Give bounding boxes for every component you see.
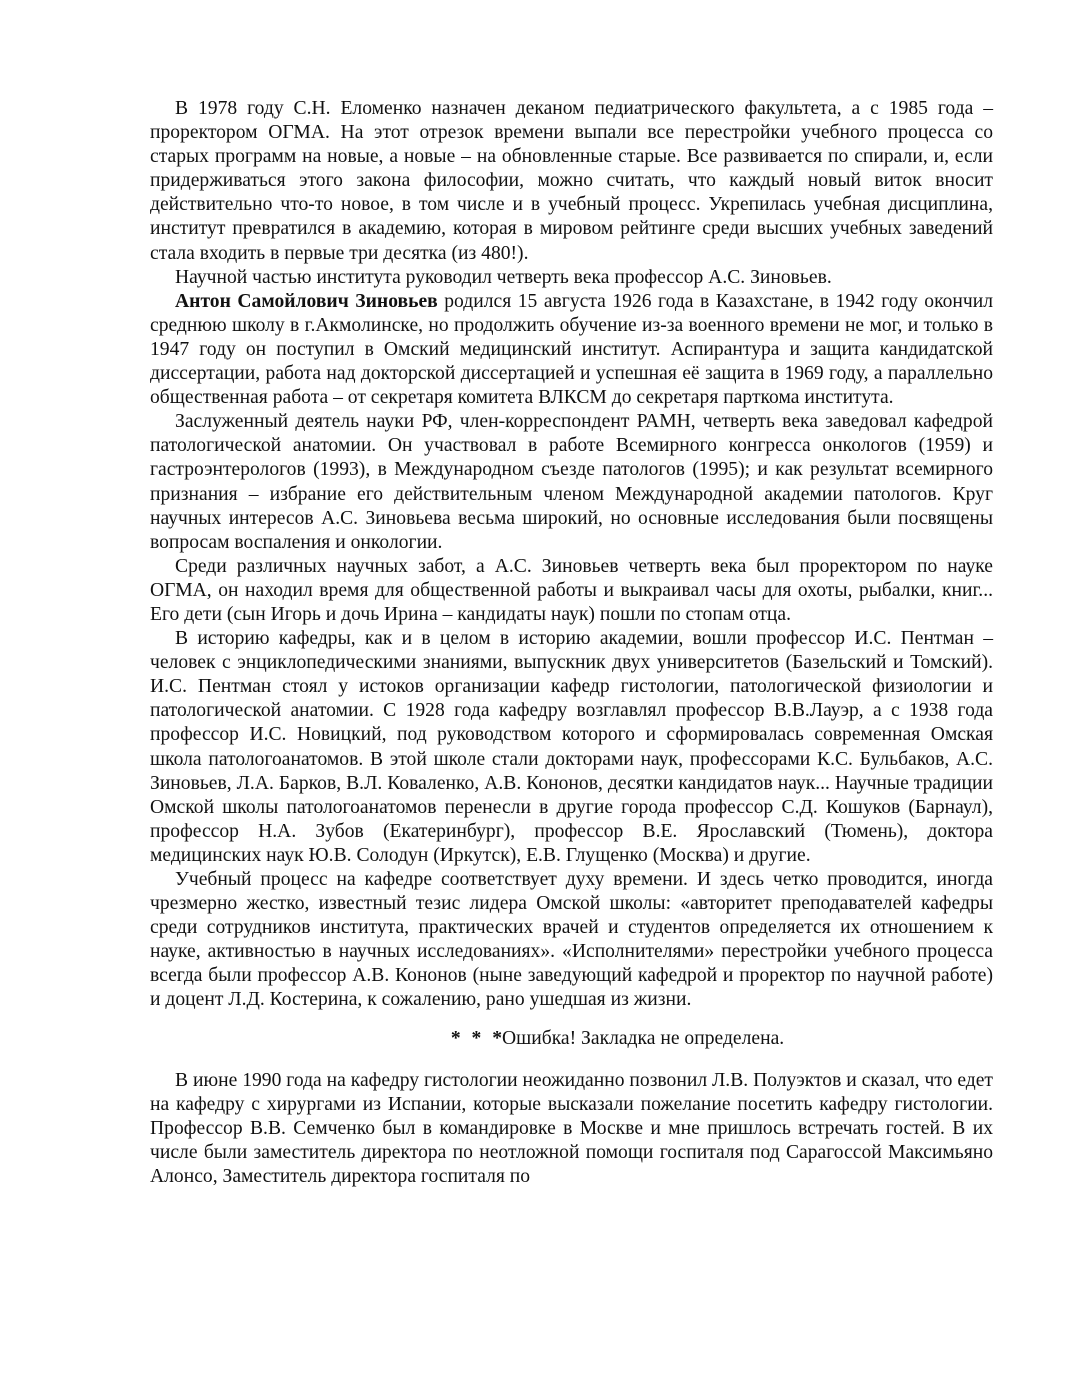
- paragraph-text: Учебный процесс на кафедре соответствует духу времени. И здесь четко проводится, иногда чрезмерно жестко, известный тезис лидера Омской школы: «авторитет преподавателей кафедры среди сотрудников института, практических врачей и студентов определяется их отношением к науке, активностью в научных исследованиях». «Исполнителями» перестройки учебного процесса всегда были профессор А.В. Кононов (ныне заведующий кафедрой и проректор по научной работе) и доцент Л.Д. Костерина, к сожалению, рано ушедшая из жизни.: [150, 869, 993, 1011]
- paragraph-teaching-process: [150, 868, 993, 1013]
- bookmark-error-text: Ошибка! Закладка не определена.: [502, 1027, 785, 1049]
- section-separator-stars: * * *: [450, 1027, 503, 1049]
- paragraph-department-history: [150, 627, 993, 868]
- paragraph-text: В июне 1990 года на кафедру гистологии неожиданно позвонил Л.В. Полуэктов и сказал, что едет на кафедру с хирургами из Испании, которые высказали пожелание посетить кафедру гистологии. Профессор В.В. Семченко был в командировке в Москве и мне пришлось встречать гостей. В их числе были заместитель директора по неотложной помощи госпиталя под Сарагоссой Максимьяно Алонсо, Заместитель директора госпиталя по: [150, 1069, 993, 1188]
- paragraph-text: В историю кафедры, как и в целом в историю академии, вошли профессор И.С. Пентман – человек с энциклопедическими знаниями, выпускник двух университетов (Базельский и Томский). И.С. Пентман стоял у истоков организации кафедр гистологии, патологической физиологии и патологической анатомии. С 1928 года кафедру возглавлял профессор В.В.Лауэр, а с 1938 года профессор И.С. Новицкий, под руководством которого и сформировалась современная Омская школа патологоанатомов. В этой школе стали докторами наук, профессорами К.С. Бульбаков, А.С. Зиновьев, Л.А. Барков, В.Л. Коваленко, А.В. Кононов, десятки кандидатов наук... Научные традиции Омской школы патологоанатомов перенесли в другие города профессор С.Д. Кошуков (Барнаул), профессор Н.А. Зубов (Екатеринбург), профессор В.Е. Ярославский (Тюмень), доктора медицинских наук Ю.В. Солодун (Иркутск), Е.В. Глущенко (Москва) и другие.: [150, 628, 993, 866]
- paragraph-text: Среди различных научных забот, а А.С. Зиновьев четверть века был проректором по науке ОГМА, он находил время для общественной работы и выкраивал часы для охоты, рыбалки, книг... Его дети (сын Игорь и дочь Ирина – кандидаты наук) пошли по стопам отца.: [150, 555, 993, 625]
- person-name-bold: Антон Самойлович Зиновьев: [175, 290, 438, 312]
- paragraph-text: Научной частью института руководил четверть века профессор А.С. Зиновьев.: [175, 266, 832, 288]
- paragraph-zinoviev-bio: [150, 290, 993, 410]
- paragraph-text: родился 15 августа 1926 года в Казахстане, в 1942 году окончил среднюю школу в г.Акмолинске, но продолжить обучение из-за военного времени не мог, и только в 1947 году он поступил в Омский медицинский институт. Аспирантура и защита кандидатской диссертации, работа над докторской диссертацией и успешная её защита в 1969 году, а параллельно общественная работа – от секретаря комитета ВЛКСМ до секретаря парткома института.: [150, 290, 994, 409]
- paragraph-zinoviev-hobbies: [150, 555, 993, 627]
- paragraph-science-part: [150, 266, 993, 290]
- paragraph-text: В 1978 году С.Н. Еломенко назначен деканом педиатрического факультета, а с 1985 года – проректором ОГМА. На этот отрезок времени выпали все перестройки учебного процесса со старых программ на новые, а новые – на обновленные старые. Все развивается по спирали, и, если придерживаться этого закона философии, можно считать, что каждый новый виток вносит действительно что-то новое, в том числе и в учебный процесс. Укрепилась учебная дисциплина, институт превратился в академию, которая в мировом рейтинге среди высших учебных заведений стала входить в первые три десятка (из 480!).: [150, 98, 993, 264]
- paragraph-text: Заслуженный деятель науки РФ, член-корреспондент РАМН, четверть века заведовал кафедрой патологической анатомии. Он участвовал в работе Всемирного конгресса онкологов (1959) и гастроэнтерологов (1993), в Международном съезде патологов (1995); и как результат всемирного признания – избрание его действительным членом Международной академии патологов. Круг научных интересов А.С. Зиновьева весьма широкий, но основные исследования были посвящены вопросам воспаления и онкологии.: [150, 411, 993, 553]
- bookmark-error-line: [150, 1013, 993, 1069]
- paragraph-spain-visit: [150, 1069, 993, 1189]
- document-page: [150, 97, 993, 1189]
- paragraph-zinoviev-merits: [150, 410, 993, 555]
- paragraph-eломенко: [150, 97, 993, 266]
